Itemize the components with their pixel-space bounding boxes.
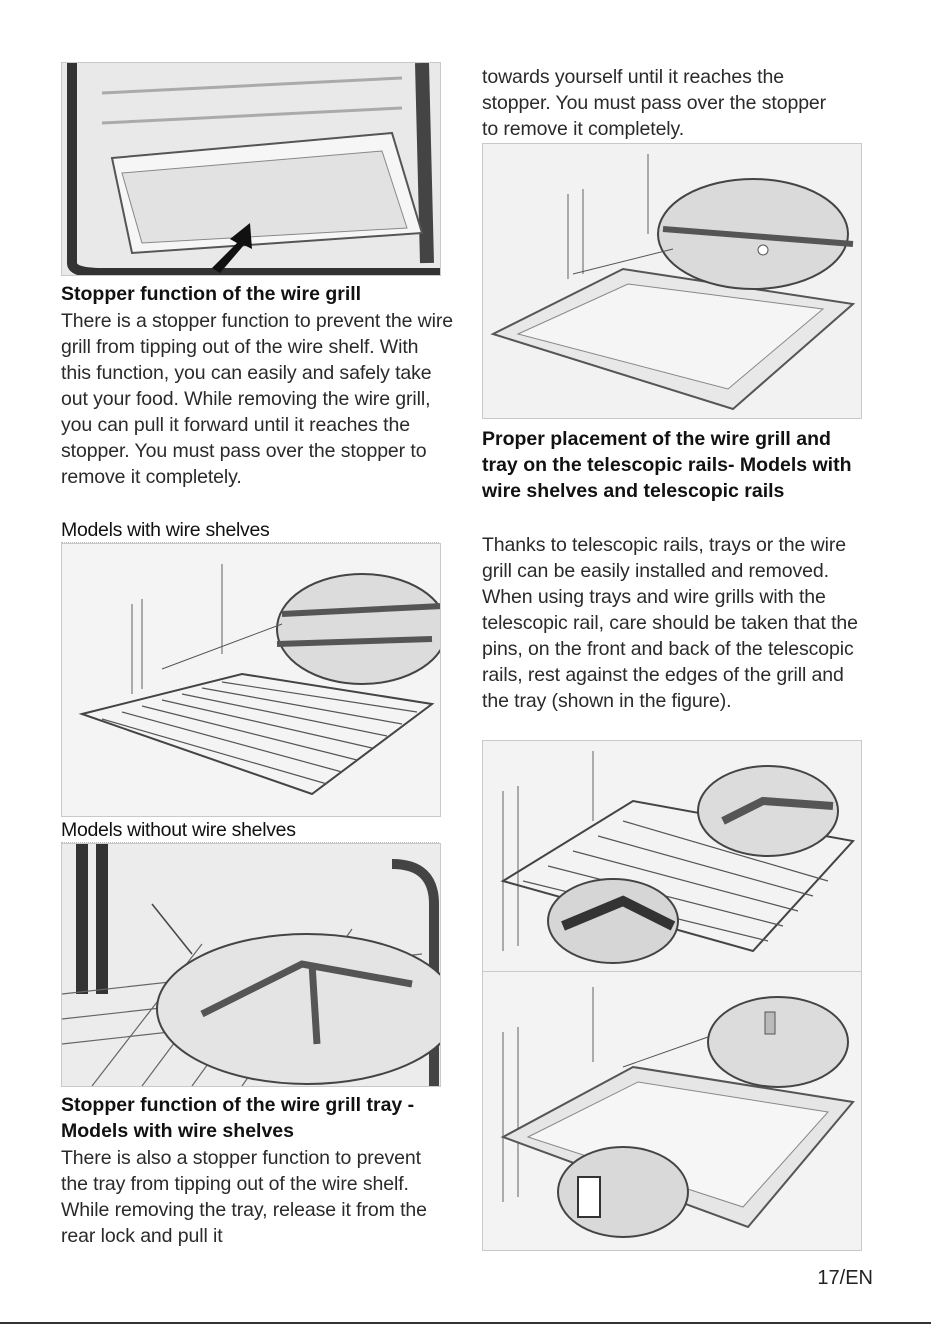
- telescopic-tray-figure: [482, 971, 862, 1251]
- stopper-grill-body: There is a stopper function to prevent the wire grill from tipping out of the wire shelf. With this function, you can easily and safely take out your food. While removing the wire grill, you can pull it forward until it reaches the stopper. You must pass over the stopper to remove it completely.: [61, 310, 454, 488]
- telescopic-grill-figure: [482, 740, 862, 972]
- tray-removal-continuation: towards yourself until it reaches the stopper. You must pass over the stopper to remove it completely.: [482, 66, 827, 140]
- page-number: 17/EN: [817, 1267, 873, 1289]
- stopper-tray-heading: Stopper function of the wire grill tray - Models with wire shelves: [61, 1094, 415, 1142]
- oven-tray-stopper-figure: [61, 62, 441, 276]
- oven-grill-no-shelves-figure: [61, 843, 441, 1087]
- oven-tray-illustration: [62, 63, 440, 275]
- models-with-wire-shelves-label: Models with wire shelves: [61, 518, 439, 543]
- stopper-grill-heading: Stopper function of the wire grill: [61, 283, 362, 305]
- tray-stopper-figure: [482, 143, 862, 419]
- wire-grill-shelf-figure: [61, 543, 441, 817]
- models-without-wire-shelves-label: Models without wire shelves: [61, 818, 439, 843]
- placement-heading: Proper placement of the wire grill and tray on the telescopic rails- Models with wire shelves and telescopic rails: [482, 428, 852, 502]
- placement-body: Thanks to telescopic rails, trays or the wire grill can be easily installed and removed. When using trays and wire grills with the telescopic rail, care should be taken that the pins, on the front and back of the telescopic rails, rest against the edges of the grill and the tray (shown in the figure).: [482, 534, 858, 712]
- stopper-tray-body: There is also a stopper function to prevent the tray from tipping out of the wire shelf. While removing the tray, release it from the rear lock and pull it: [61, 1147, 427, 1247]
